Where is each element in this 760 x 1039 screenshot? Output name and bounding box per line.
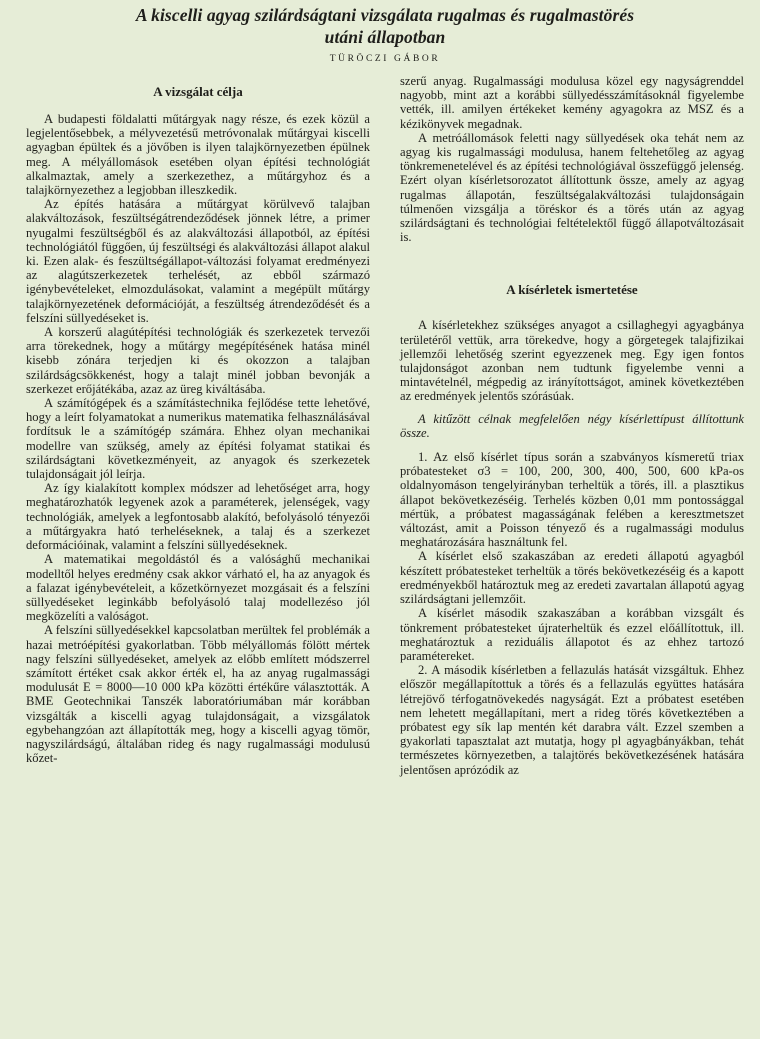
paragraph: A kísérletekhez szükséges anyagot a csillaghegyi agyagbánya területéről vettük, arra törekedve, hogy a görgetegek talajfizikai jellemzői lehetőség szerint egyezzenek meg. Egy igen fontos tulajdonságot azonban nem tudtunk figyelembe venni a mintavételnél, mégpedig az irányítottságot, aminek következtében az eredmények jelentős szórásúak.: [400, 318, 744, 404]
paragraph: A kísérlet első szakaszában az eredeti állapotú agyagból készített próbatesteket terheltük a törés bekövetkezéséig és a kapott eredményekből határoztuk meg az eredeti zavartalan állapotú agyag szilárdságtani jellemzőit.: [400, 549, 744, 607]
paragraph: A számítógépek és a számítástechnika fejlődése tette lehetővé, hogy a leírt folyamatokat a numerikus matematika felhasználásával fordítsuk le a számítógép számára. Ehhez olyan mechanikai modellre van szükség, amely az építési folyamat statikai és szilárdságtani következményeit, az anyagok és szerkezetek tulajdonságait jól leírja.: [26, 396, 370, 482]
paragraph: Az építés hatására a műtárgyat körülvevő talajban alakváltozások, feszültségátrendeződések jönnek létre, a primer nyugalmi feszültségből és az alakváltozási állapotból, az építési technológiától függően, új feszültségi és alakváltozási állapot alakul ki. Ezen alak- és feszültségállapot-változási folyamat eredményezi az alagútszerkezetek terhelését, az ebből származó igénybevételeket, elmozdulásokat, valamint a megépült műtárgy talajkörnyezetének deformációját, a feszültség átrendeződését és a felszíni süllyedéseket is.: [26, 197, 370, 325]
paragraph: A korszerű alagútépítési technológiák és szerkezetek tervezői arra törekednek, hogy a műtárgy megépítésének hatása minél kisebb zónára terjedjen ki és okozzon a talajban szilárdságcsökkenést, hogy a talajt minél jobban bevonják a szerkezet erőjátékába, azaz az üreg kiváltásába.: [26, 325, 370, 396]
paragraph: A felszíni süllyedésekkel kapcsolatban merültek fel problémák a hazai metróépítési gyakorlatban. Több mélyállomás fölött mértek nagy felszíni süllyedéseket, amelyek az előbb említett módszerrel számított értéket csak akkor érték el, ha az anyag rugalmassági modulusát E = 8000—10 000 kPa közötti értékűre választották. A BME Geotechnikai Tanszék laboratóriumában már korábban vizsgálták a kiscelli agyag tulajdonságait, a vizsgálatok egybehangzóan azt állapították meg, hogy a kiscelli agyag tömör, nagyszilárdságú, általában rideg és nagy rugalmassági modulusú kőzet-: [26, 623, 370, 766]
paragraph-continued: szerű anyag. Rugalmassági modulusa közel egy nagyságrenddel nagyobb, mint azt a korábbi süllyedésszámításoknál figyelembe vették, ill. amilyen értékeket kemény agyagokra az MSZ és a kézikönyvek megadnak.: [400, 74, 744, 131]
paragraph: 1. Az első kísérlet típus során a szabványos kísmeretű triax próbatesteket σ3 = 100, 200, 300, 400, 500, 600 kPa-os oldalnyomáson tengelyirányban terheltük a törés, ill. a plasztikus állapot bekövetkezéséig. Terhelés közben 0,01 mm pontossággal mértük, a próbatest magasságának felében a keresztmetszet változást, amit a Poisson tényező és a rugalmassági modulus meghatározására használtunk fel.: [400, 450, 744, 550]
title-line-2: utáni állapotban: [324, 27, 446, 47]
paragraph: Az így kialakított komplex módszer ad lehetőséget arra, hogy meghatározhatók legyenek azok a paraméterek, jelenségek, vagy technológiák, amelyek a legfontosabb alakító, befolyásoló tényezői a műtárgyakra ható terheléseknek, a talaj és a szerkezet deformációinak, valamint a felszíni süllyedéseknek.: [26, 481, 370, 553]
title-line-1: A kiscelli agyag szilárdságtani vizsgálata rugalmas és rugalmastörés: [135, 5, 635, 25]
author: TÜRÖCZI GÁBOR: [329, 54, 441, 64]
paragraph: A budapesti földalatti műtárgyak nagy része, és ezek közül a legjelentősebbek, a mélyvezetésű metróvonalak műtárgyai kiscelli agyagban épültek és a jövőben is ilyen talajkörnyezetben épülnek meg. A mélyállomások esetében olyan építési technológiát alkalmaztak, amely a szerkezethez, a műtárgyhoz és a talajkörnyezethez a legjobban illeszkedik.: [26, 112, 370, 198]
article-title: [26, 4, 744, 48]
paragraph: A matematikai megoldástól és a valósághű mechanikai modelltől helyes eredmény csak akkor várható el, ha az anyagok és a falazat igénybevételeit, a kőzetkörnyezet mozgásait és a felszíni süllyedéseket leginkább befolyásoló talaj modellezéso jól megközelíti a valóságot.: [26, 552, 370, 624]
paragraph: A metróállomások feletti nagy süllyedések oka tehát nem az agyag kis rugalmassági modulusa, hanem feltehetőleg az agyag tönkremenetelével és az építési technológiával összefüggő jelenség. Ezért olyan kísérletsorozatot állítottunk össze, amely az agyag rugalmas állapotán, feszültségalakváltozási tulajdonságain túlmenően vizsgálja a töréskor és a törés után az agyag szilárdságtani és technológiai feltételektől függő állapotváltozásait is.: [400, 130, 744, 245]
right-column: [400, 74, 744, 777]
section-heading-goal: A vizsgálat célja: [153, 84, 243, 99]
left-column: [26, 74, 370, 765]
paragraph: A kísérlet második szakaszában a korábban vizsgált és tönkrement próbatesteket újraterheltük és ezzel előállítottuk, ill. meghatároztuk a reziduális állapotot és az ehhez tartozó paramétereket.: [400, 606, 744, 663]
italic-intro: A kitűzött célnak megfelelően négy kísérlettípust állítottunk össze.: [400, 411, 744, 440]
paragraph: 2. A második kísérletben a fellazulás hatását vizsgáltuk. Ehhez először megállapítottuk a törés és a fellazulás együttes hatására létrejövő térfogatnövekedés nagyságát. Ezt a próbatest esetében nem lehetett megállapítani, mert a rideg törés következtében a próbatest egy sík lap mentén két darabra vált. Ezzel szemben a gyakorlati tapasztalat azt mutatja, hogy pl agyagbányákban, tehát természetes környezetben, a talajtörés bekövetkezésének hatására jelentősen aprózódik az: [400, 663, 744, 777]
columns: [26, 74, 744, 777]
section-heading-experiments: A kísérletek ismertetése: [506, 282, 638, 298]
